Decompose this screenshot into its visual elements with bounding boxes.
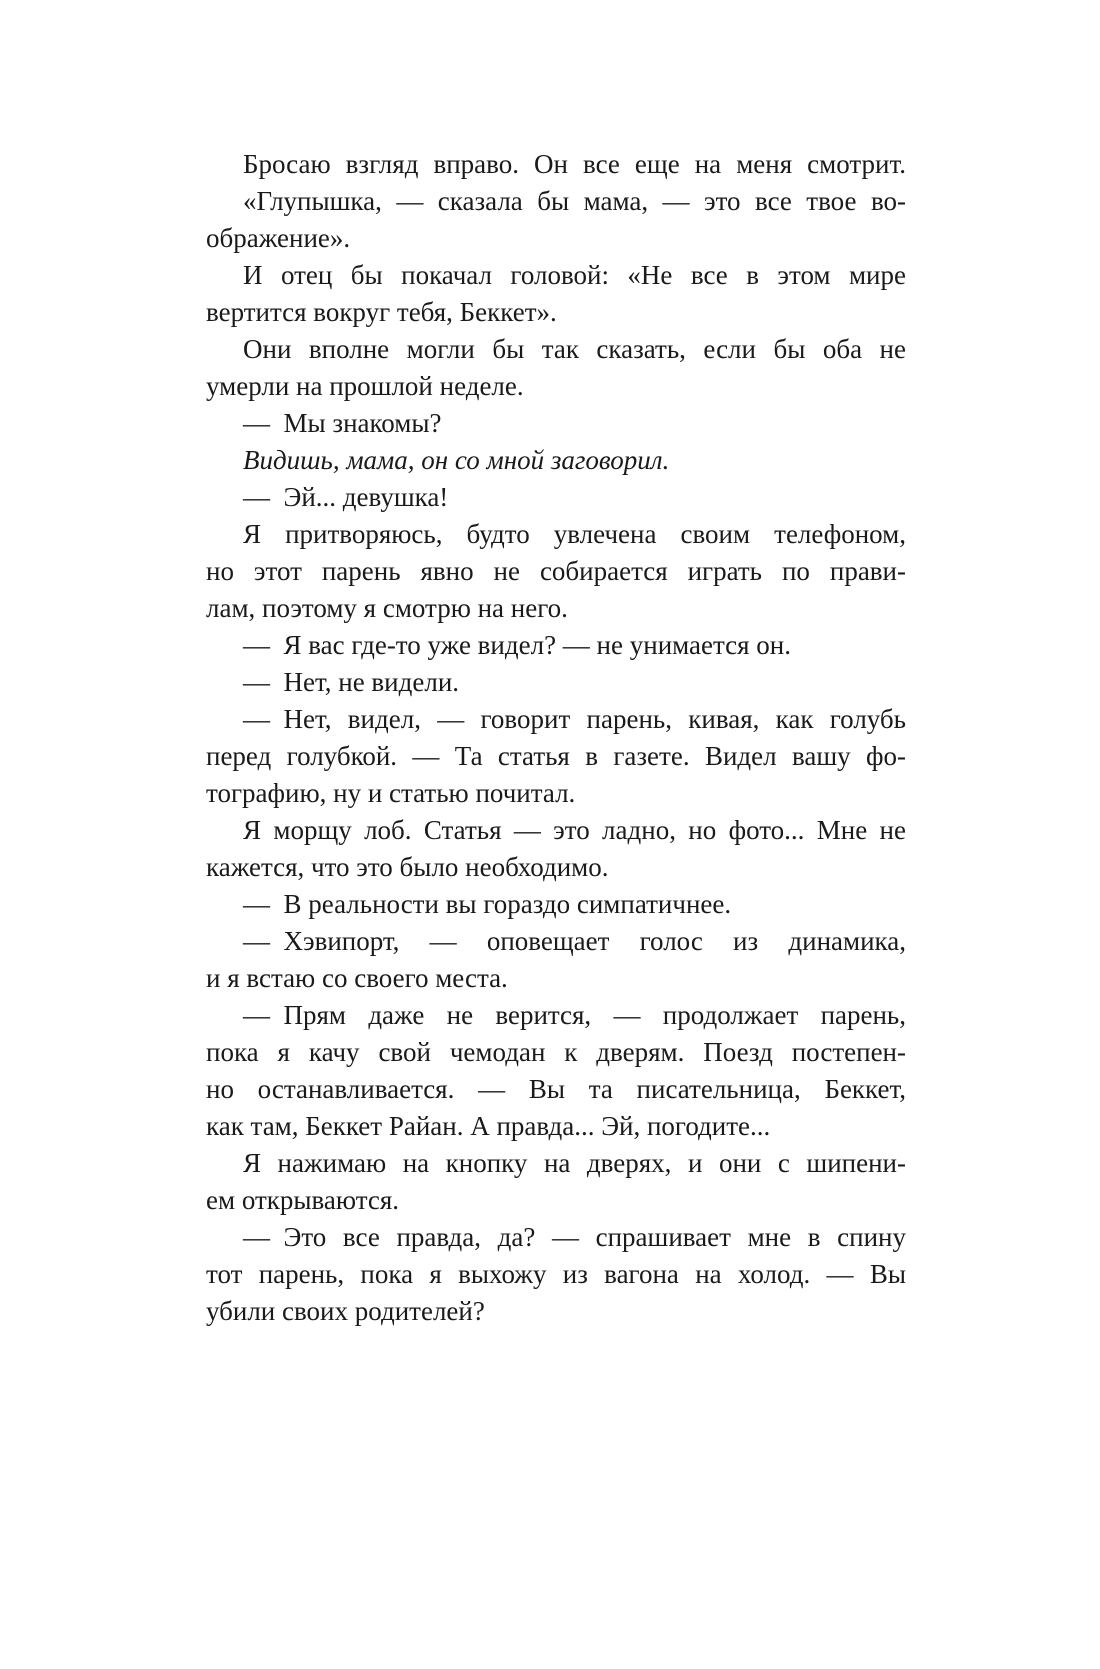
text-line: Бросаю взгляд вправо. Он все еще на меня смотрит.: [243, 149, 906, 179]
dialogue-line: — Нет, не видели.: [243, 667, 460, 697]
text-line: и я встаю со своего места.: [206, 963, 508, 993]
inner-monologue-line: Видишь, мама, он со мной заговорил.: [243, 445, 670, 475]
dialogue-line: — Нет, видел, — говорит парень, кивая, как голубь: [243, 704, 906, 734]
text-line: тографию, ну и статью почитал.: [206, 778, 576, 808]
page-text: [206, 146, 906, 1330]
text-line: Я морщу лоб. Статья — это ладно, но фото... Мне не: [243, 815, 906, 845]
dialogue-line: — Я вас где-то уже видел? — не унимается он.: [243, 630, 791, 660]
dialogue-line: — Прям даже не верится, — продолжает парень,: [243, 1000, 906, 1030]
text-line: вертится вокруг тебя, Беккет».: [206, 297, 557, 327]
text-line: ображение».: [206, 223, 351, 253]
text-line: Я нажимаю на кнопку на дверях, и они с шипени-: [243, 1148, 906, 1178]
text-line: лам, поэтому я смотрю на него.: [206, 593, 568, 623]
text-line: умерли на прошлой неделе.: [206, 371, 524, 401]
text-line: но этот парень явно не собирается играть по прави-: [206, 556, 906, 586]
dialogue-line: — Эй... девушка!: [243, 482, 449, 512]
dialogue-line: — В реальности вы гораздо симпатичнее.: [243, 889, 732, 919]
text-line: но останавливается. — Вы та писательница, Беккет,: [206, 1074, 906, 1104]
text-line: И отец бы покачал головой: «Не все в этом мире: [243, 260, 906, 290]
text-line: Я притворяюсь, будто увлечена своим телефоном,: [243, 519, 906, 549]
text-line: пока я качу свой чемодан к дверям. Поезд постепен-: [206, 1037, 906, 1067]
text-line: убили своих родителей?: [206, 1296, 485, 1326]
text-line: перед голубкой. — Та статья в газете. Видел вашу фо-: [206, 741, 906, 771]
text-line: «Глупышка, — сказала бы мама, — это все твое во-: [243, 186, 906, 216]
dialogue-line: — Хэвипорт, — оповещает голос из динамика,: [243, 926, 906, 956]
text-line: как там, Беккет Райан. А правда... Эй, погодите...: [206, 1111, 771, 1141]
text-line: тот парень, пока я выхожу из вагона на холод. — Вы: [206, 1259, 906, 1289]
text-line: Они вполне могли бы так сказать, если бы оба не: [243, 334, 906, 364]
dialogue-line: — Мы знакомы?: [243, 408, 442, 438]
text-line: кажется, что это было необходимо.: [206, 852, 609, 882]
text-line: ем открываются.: [206, 1185, 399, 1215]
dialogue-line: — Это все правда, да? — спрашивает мне в спину: [243, 1222, 906, 1252]
